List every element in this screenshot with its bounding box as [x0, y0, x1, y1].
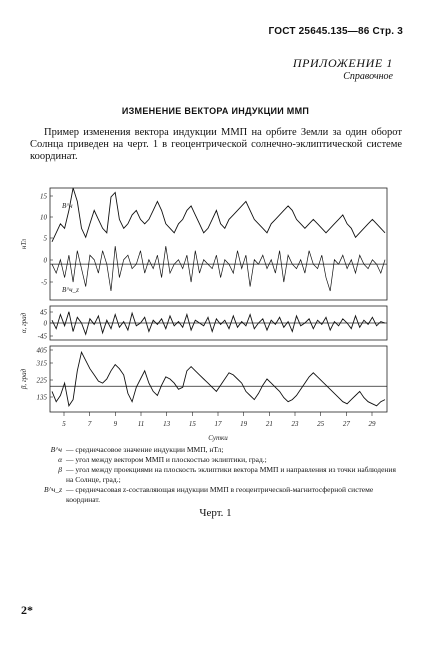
figure-legend [42, 445, 402, 505]
x-tick-label: 19 [240, 420, 248, 428]
legend-symbol: B^ч [50, 445, 62, 454]
panel-frame [50, 188, 387, 300]
intro-paragraph: Пример изменения вектора индукции ММП на орбите Земли за один оборот Солнца приведен на черт. 1 в геоцентрической солнечно-эклиптической системе координат. [30, 127, 402, 162]
x-tick-label: 23 [291, 420, 299, 428]
series-label: B^ч_z [62, 286, 79, 294]
legend-symbol: α [58, 455, 62, 464]
x-tick-label: 13 [163, 420, 171, 428]
x-tick-label: 9 [113, 420, 118, 428]
legend-symbol: B^ч_z [44, 485, 62, 494]
x-tick-label: 15 [188, 420, 196, 428]
y-axis-label: β, град [20, 368, 28, 390]
y-tick-label: 315 [36, 359, 47, 368]
y-tick-label: 15 [40, 192, 47, 201]
page-number: 2* [21, 603, 33, 617]
legend-text: — среднечасовое значение индукции ММП, нТл; [66, 445, 224, 454]
x-axis-label: Сутки [208, 434, 228, 442]
legend-row-alpha [42, 455, 402, 465]
y-tick-label: 10 [40, 213, 47, 222]
x-tick-label: 7 [87, 420, 92, 428]
x-tick-label: 25 [317, 420, 325, 428]
series-label: B^ч [62, 202, 73, 210]
y-axis-label: α, град [20, 312, 28, 334]
series-line [52, 188, 385, 242]
legend-row-beta [42, 465, 402, 485]
legend-text: — угол между вектором ММП и плоскостью эклиптики, град.; [66, 455, 267, 464]
panel-frame [50, 346, 387, 412]
y-tick-label: 5 [43, 234, 47, 243]
x-tick-label: 5 [62, 420, 66, 428]
y-tick-label: 405 [36, 346, 47, 355]
appendix-subtitle: Справочное [343, 71, 393, 82]
y-tick-label: 45 [40, 308, 47, 317]
x-tick-label: 21 [265, 420, 273, 428]
appendix-title: ПРИЛОЖЕНИЕ 1 [292, 56, 393, 70]
series-line [52, 246, 385, 291]
x-tick-label: 17 [214, 420, 222, 428]
x-tick-label: 29 [368, 420, 376, 428]
y-tick-label: -45 [37, 332, 47, 341]
section-title: ИЗМЕНЕНИЕ ВЕКТОРА ИНДУКЦИИ ММП [121, 106, 310, 116]
y-tick-label: 225 [36, 376, 47, 385]
legend-row-b [42, 445, 402, 455]
x-tick-label: 27 [342, 420, 350, 428]
series-line [52, 352, 385, 406]
page-header: ГОСТ 25645.135—86 Стр. 3 [268, 26, 403, 37]
legend-row-bz [42, 485, 402, 505]
legend-text: — угол между проекциями на плоскость эклиптики вектора ММП и направления из точки наблюдения на Солнце, град.; [66, 465, 396, 484]
y-tick-label: -5 [41, 278, 47, 287]
x-tick-label: 11 [137, 420, 145, 428]
y-tick-label: 135 [36, 393, 47, 402]
y-tick-label: 0 [43, 256, 47, 265]
legend-text: — среднечасовая z-составляющая индукции ММП в геоцентрической-магнитосферной системе координат. [66, 485, 374, 504]
y-tick-label: 0 [43, 319, 47, 328]
legend-symbol: β [58, 465, 62, 474]
figure-caption: Черт. 1 [199, 507, 232, 519]
y-axis-label: нТл [20, 238, 28, 250]
